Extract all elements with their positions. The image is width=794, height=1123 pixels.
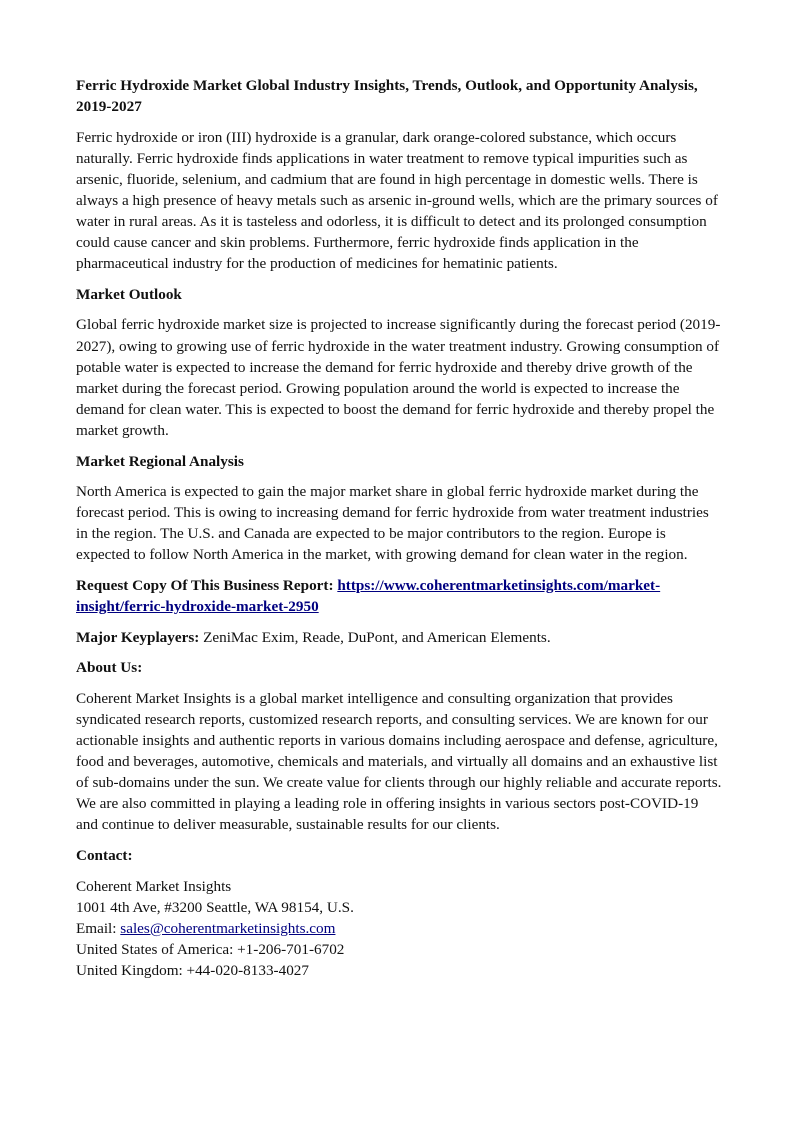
about-heading: About Us: <box>76 659 143 677</box>
request-copy-label: Request Copy Of This Business Report: <box>76 576 334 594</box>
market-regional-paragraph: North America is expected to gain the major market share in global ferric hydroxide market during the forecast period. This is owing to increasing demand for ferric hydroxide from water treatment industries in the region. The U.S. and Canada are expected to be major contributors to the region. Europe is expected to follow North America in the market, with growing demand for clean water in the region. <box>76 483 709 564</box>
about-paragraph: Coherent Market Insights is a global market intelligence and consulting organization that provides syndicated research reports, customized research reports, and consulting services. We are known for our actionable insights and authentic reports in various domains including aerospace and defense, agriculture, food and beverages, automotive, chemicals and materials, and virtually all domains and an exhaustive list of sub-domains under the sun. We create value for clients through our highly reliable and accurate reports. We are also committed in playing a leading role in offering insights in various sectors post-COVID-19 and continue to deliver measurable, sustainable results for our clients. <box>76 689 722 834</box>
keyplayers-text: ZeniMac Exim, Reade, DuPont, and American Elements. <box>203 628 551 646</box>
document-page <box>76 75 722 991</box>
market-outlook-paragraph: Global ferric hydroxide market size is projected to increase significantly during the forecast period (2019-2027), owing to growing use of ferric hydroxide in the water treatment industry. Growing consumption of potable water is expected to increase the demand for ferric hydroxide and thereby drive growth of the market during the forecast period. Growing population around the world is expected to increase the demand for clean water. This is expected to boost the demand for ferric hydroxide and thereby propel the market growth. <box>76 316 721 439</box>
request-copy-line <box>76 575 722 617</box>
contact-phone-usa: United States of America: +1-206-701-6702 <box>76 940 345 958</box>
contact-heading: Contact: <box>76 847 133 864</box>
intro-paragraph: Ferric hydroxide or iron (III) hydroxide is a granular, dark orange-colored substance, which occurs naturally. Ferric hydroxide finds applications in water treatment to remove typical impurities such as arsenic, fluoride, selenium, and cadmium that are found in high percentage in domestic wells. There is always a high presence of heavy metals such as arsenic in-ground wells, which are the primary sources of water in rural areas. As it is tasteless and odorless, it is difficult to detect and its prolonged consumption could cause cancer and skin problems. Furthermore, ferric hydroxide finds application in the pharmaceutical industry for the production of medicines for hematinic patients. <box>76 128 718 273</box>
contact-email-line <box>76 918 722 939</box>
keyplayers-label: Major Keyplayers: <box>76 628 200 646</box>
report-link[interactable]: https://www.coherentmarketinsights.com/market-insight/ferric-hydroxide-market-2950 <box>76 576 661 616</box>
contact-email-link[interactable]: sales@coherentmarketinsights.com <box>120 919 336 937</box>
contact-phone-uk: United Kingdom: +44-020-8133-4027 <box>76 961 309 979</box>
market-outlook-heading: Market Outlook <box>76 285 182 303</box>
contact-company: Coherent Market Insights <box>76 877 232 895</box>
market-regional-heading: Market Regional Analysis <box>76 452 244 470</box>
contact-details <box>76 876 722 981</box>
contact-address: 1001 4th Ave, #3200 Seattle, WA 98154, U.S. <box>76 898 354 916</box>
document-title: Ferric Hydroxide Market Global Industry Insights, Trends, Outlook, and Opportunity Analysis, 2019-2027 <box>76 77 698 116</box>
contact-email-label: Email: <box>76 919 121 937</box>
keyplayers-line <box>76 627 722 648</box>
